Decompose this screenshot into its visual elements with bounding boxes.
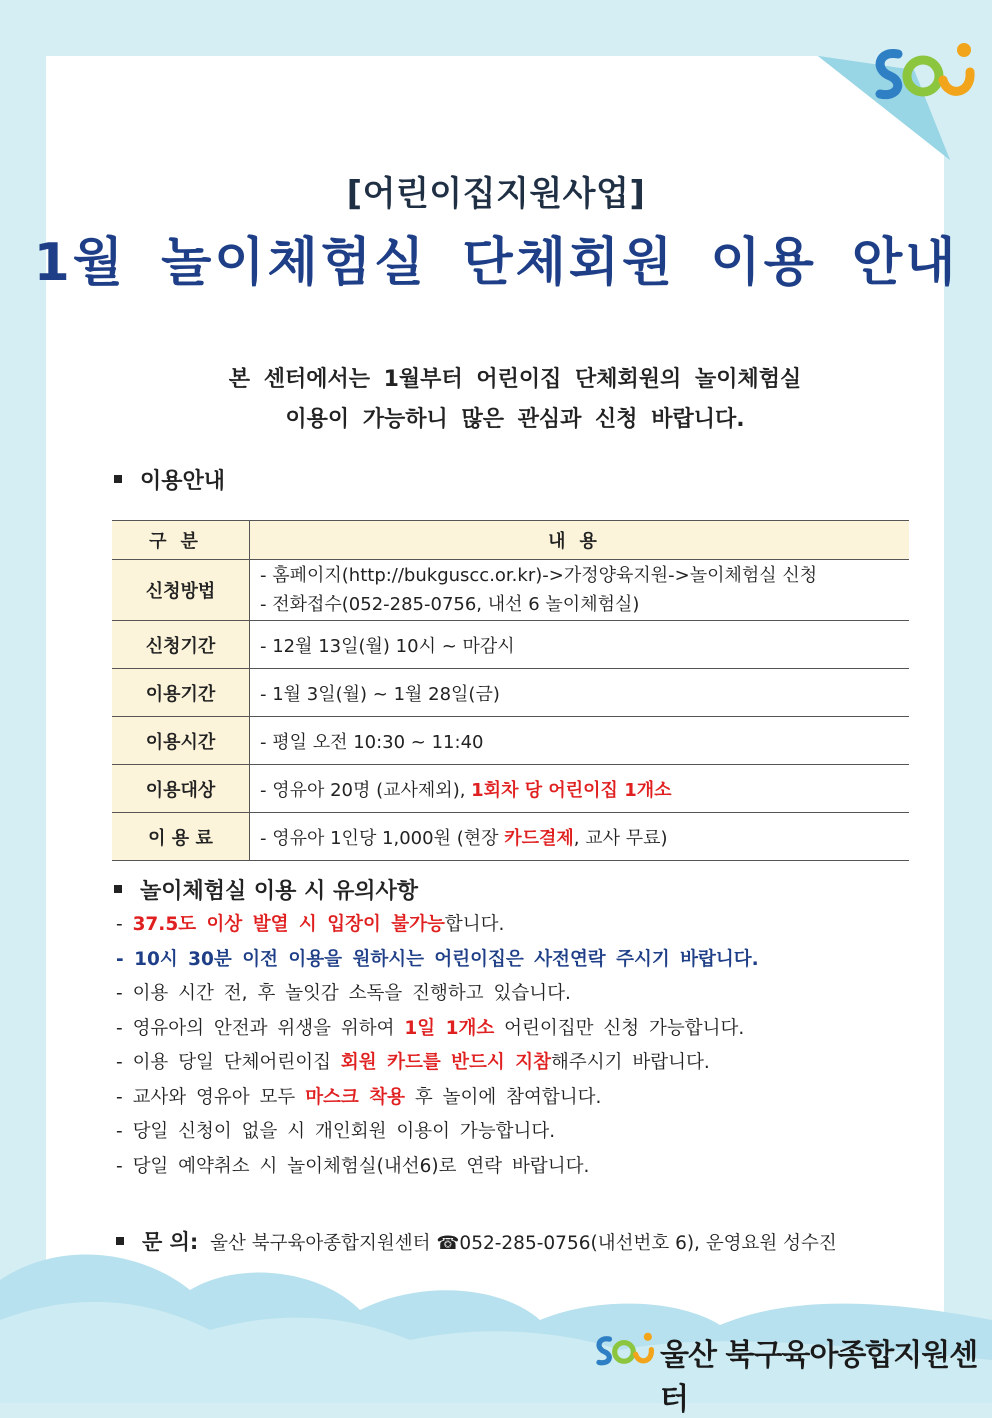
row-label: 이용대상	[112, 765, 250, 813]
list-item: - 교사와 영유아 모두 마스크 착용 후 놀이에 참여합니다.	[116, 1086, 602, 1108]
table-header-row	[112, 521, 909, 560]
section-heading-notes	[114, 874, 418, 905]
row-value: - 평일 오전 10:30 ~ 11:40	[250, 717, 910, 765]
info-table	[112, 520, 909, 861]
subtitle: [어린이집지원사업]	[346, 174, 646, 214]
note-text: 영유아의 안전과 위생을 위하여	[132, 1017, 405, 1039]
note-text: 이용 시간 전, 후 놀잇감 소독을 진행하고 있습니다.	[132, 983, 571, 1004]
note-text: 당일 예약취소 시 놀이체험실(내선6)로 연락 바랍니다.	[132, 1155, 590, 1177]
table-row	[112, 813, 909, 861]
note-text: 합니다.	[444, 914, 505, 935]
section-heading-usage	[114, 464, 225, 495]
list-item: - 당일 신청이 없을 시 개인회원 이용이 가능합니다.	[116, 1121, 556, 1142]
notes-list	[116, 908, 896, 1184]
row-label: 신청방법	[112, 560, 250, 621]
note-text: 당일 신청이 없을 시 개인회원 이용이 가능합니다.	[132, 1121, 556, 1142]
note-text: 이용 당일 단체어린이집	[132, 1052, 341, 1073]
table-header-category: 구분	[112, 521, 250, 560]
note-highlight: 마스크 착용	[305, 1086, 405, 1108]
fee-text-tail: , 교사 무료)	[573, 827, 668, 849]
intro-line-2: 이용이 가능하니 많은 관심과 신청 바랍니다.	[285, 407, 745, 432]
list-item: - 이용 시간 전, 후 놀잇감 소독을 진행하고 있습니다.	[116, 983, 571, 1004]
list-item: - 37.5도 이상 발열 시 입장이 불가능합니다.	[116, 914, 505, 935]
intro-text	[0, 360, 992, 440]
apply-method-phone: - 전화접수(052-285-0756, 내선 6 놀이체험실)	[260, 594, 640, 615]
table-header-content: 내용	[250, 521, 910, 560]
row-label: 이용기간	[112, 669, 250, 717]
contact-text: 울산 북구육아종합지원센터 ☎052-285-0756(내선번호 6), 운영요원 성수진	[210, 1233, 837, 1254]
note-text: 해주시기 바랍니다.	[550, 1052, 710, 1073]
table-row	[112, 765, 909, 813]
table-row	[112, 669, 909, 717]
row-value	[250, 813, 910, 861]
list-item: - 이용 당일 단체어린이집 회원 카드를 반드시 지참해주시기 바랍니다.	[116, 1052, 710, 1073]
note-text: 어린이집만 신청 가능합니다.	[494, 1017, 745, 1039]
note-highlight: 1일 1개소	[404, 1017, 495, 1039]
row-label: 신청기간	[112, 621, 250, 669]
target-text: - 영유아 20명 (교사제외),	[260, 779, 472, 801]
contact-line	[116, 1226, 916, 1256]
table-row	[112, 560, 909, 621]
footer-logo-icon	[592, 1322, 656, 1376]
page-title: 1월 놀이체험실 단체회원 이용 안내	[33, 233, 959, 293]
row-value	[250, 765, 910, 813]
center-logo-icon	[868, 36, 978, 106]
row-value: - 12월 13일(월) 10시 ~ 마감시	[250, 621, 910, 669]
list-item: - 당일 예약취소 시 놀이체험실(내선6)로 연락 바랍니다.	[116, 1155, 590, 1177]
apply-method-homepage: - 홈페이지(http://bukguscc.or.kr)->가정양육지원->놀이체험실 신청	[260, 565, 818, 586]
square-bullet-icon	[116, 1237, 124, 1245]
row-value	[250, 560, 910, 621]
section-heading-notes-label: 놀이체험실 이용 시 유의사항	[140, 879, 419, 904]
list-item: - 10시 30분 이전 이용을 원하시는 어린이집은 사전연락 주시기 바랍니다.	[116, 948, 759, 970]
row-label: 이 용 료	[112, 813, 250, 861]
footer-org-name: 울산 북구육아종합지원센터	[660, 1338, 978, 1417]
square-bullet-icon	[114, 475, 122, 483]
fee-text: - 영유아 1인당 1,000원 (현장	[260, 827, 505, 849]
table-row	[112, 621, 909, 669]
target-highlight: 1회차 당 어린이집 1개소	[471, 779, 672, 801]
section-heading-usage-label: 이용안내	[140, 469, 226, 494]
contact-label: 문 의:	[142, 1230, 199, 1254]
table-row	[112, 717, 909, 765]
row-value: - 1월 3일(월) ~ 1월 28일(금)	[250, 669, 910, 717]
note-highlight: 37.5도 이상 발열 시 입장이 불가능	[132, 914, 445, 935]
note-highlight: 회원 카드를 반드시 지참	[340, 1052, 551, 1073]
intro-line-1: 본 센터에서는 1월부터 어린이집 단체회원의 놀이체험실	[228, 367, 802, 392]
square-bullet-icon	[114, 885, 122, 893]
note-highlight-blue: 10시 30분 이전 이용을 원하시는 어린이집은 사전연락 주시기 바랍니다.	[134, 948, 759, 970]
fee-highlight: 카드결제	[504, 827, 574, 849]
note-text: 후 놀이에 참여합니다.	[404, 1086, 602, 1108]
row-label: 이용시간	[112, 717, 250, 765]
note-text: 교사와 영유아 모두	[132, 1086, 306, 1108]
list-item: - 영유아의 안전과 위생을 위하여 1일 1개소 어린이집만 신청 가능합니다.	[116, 1017, 745, 1039]
